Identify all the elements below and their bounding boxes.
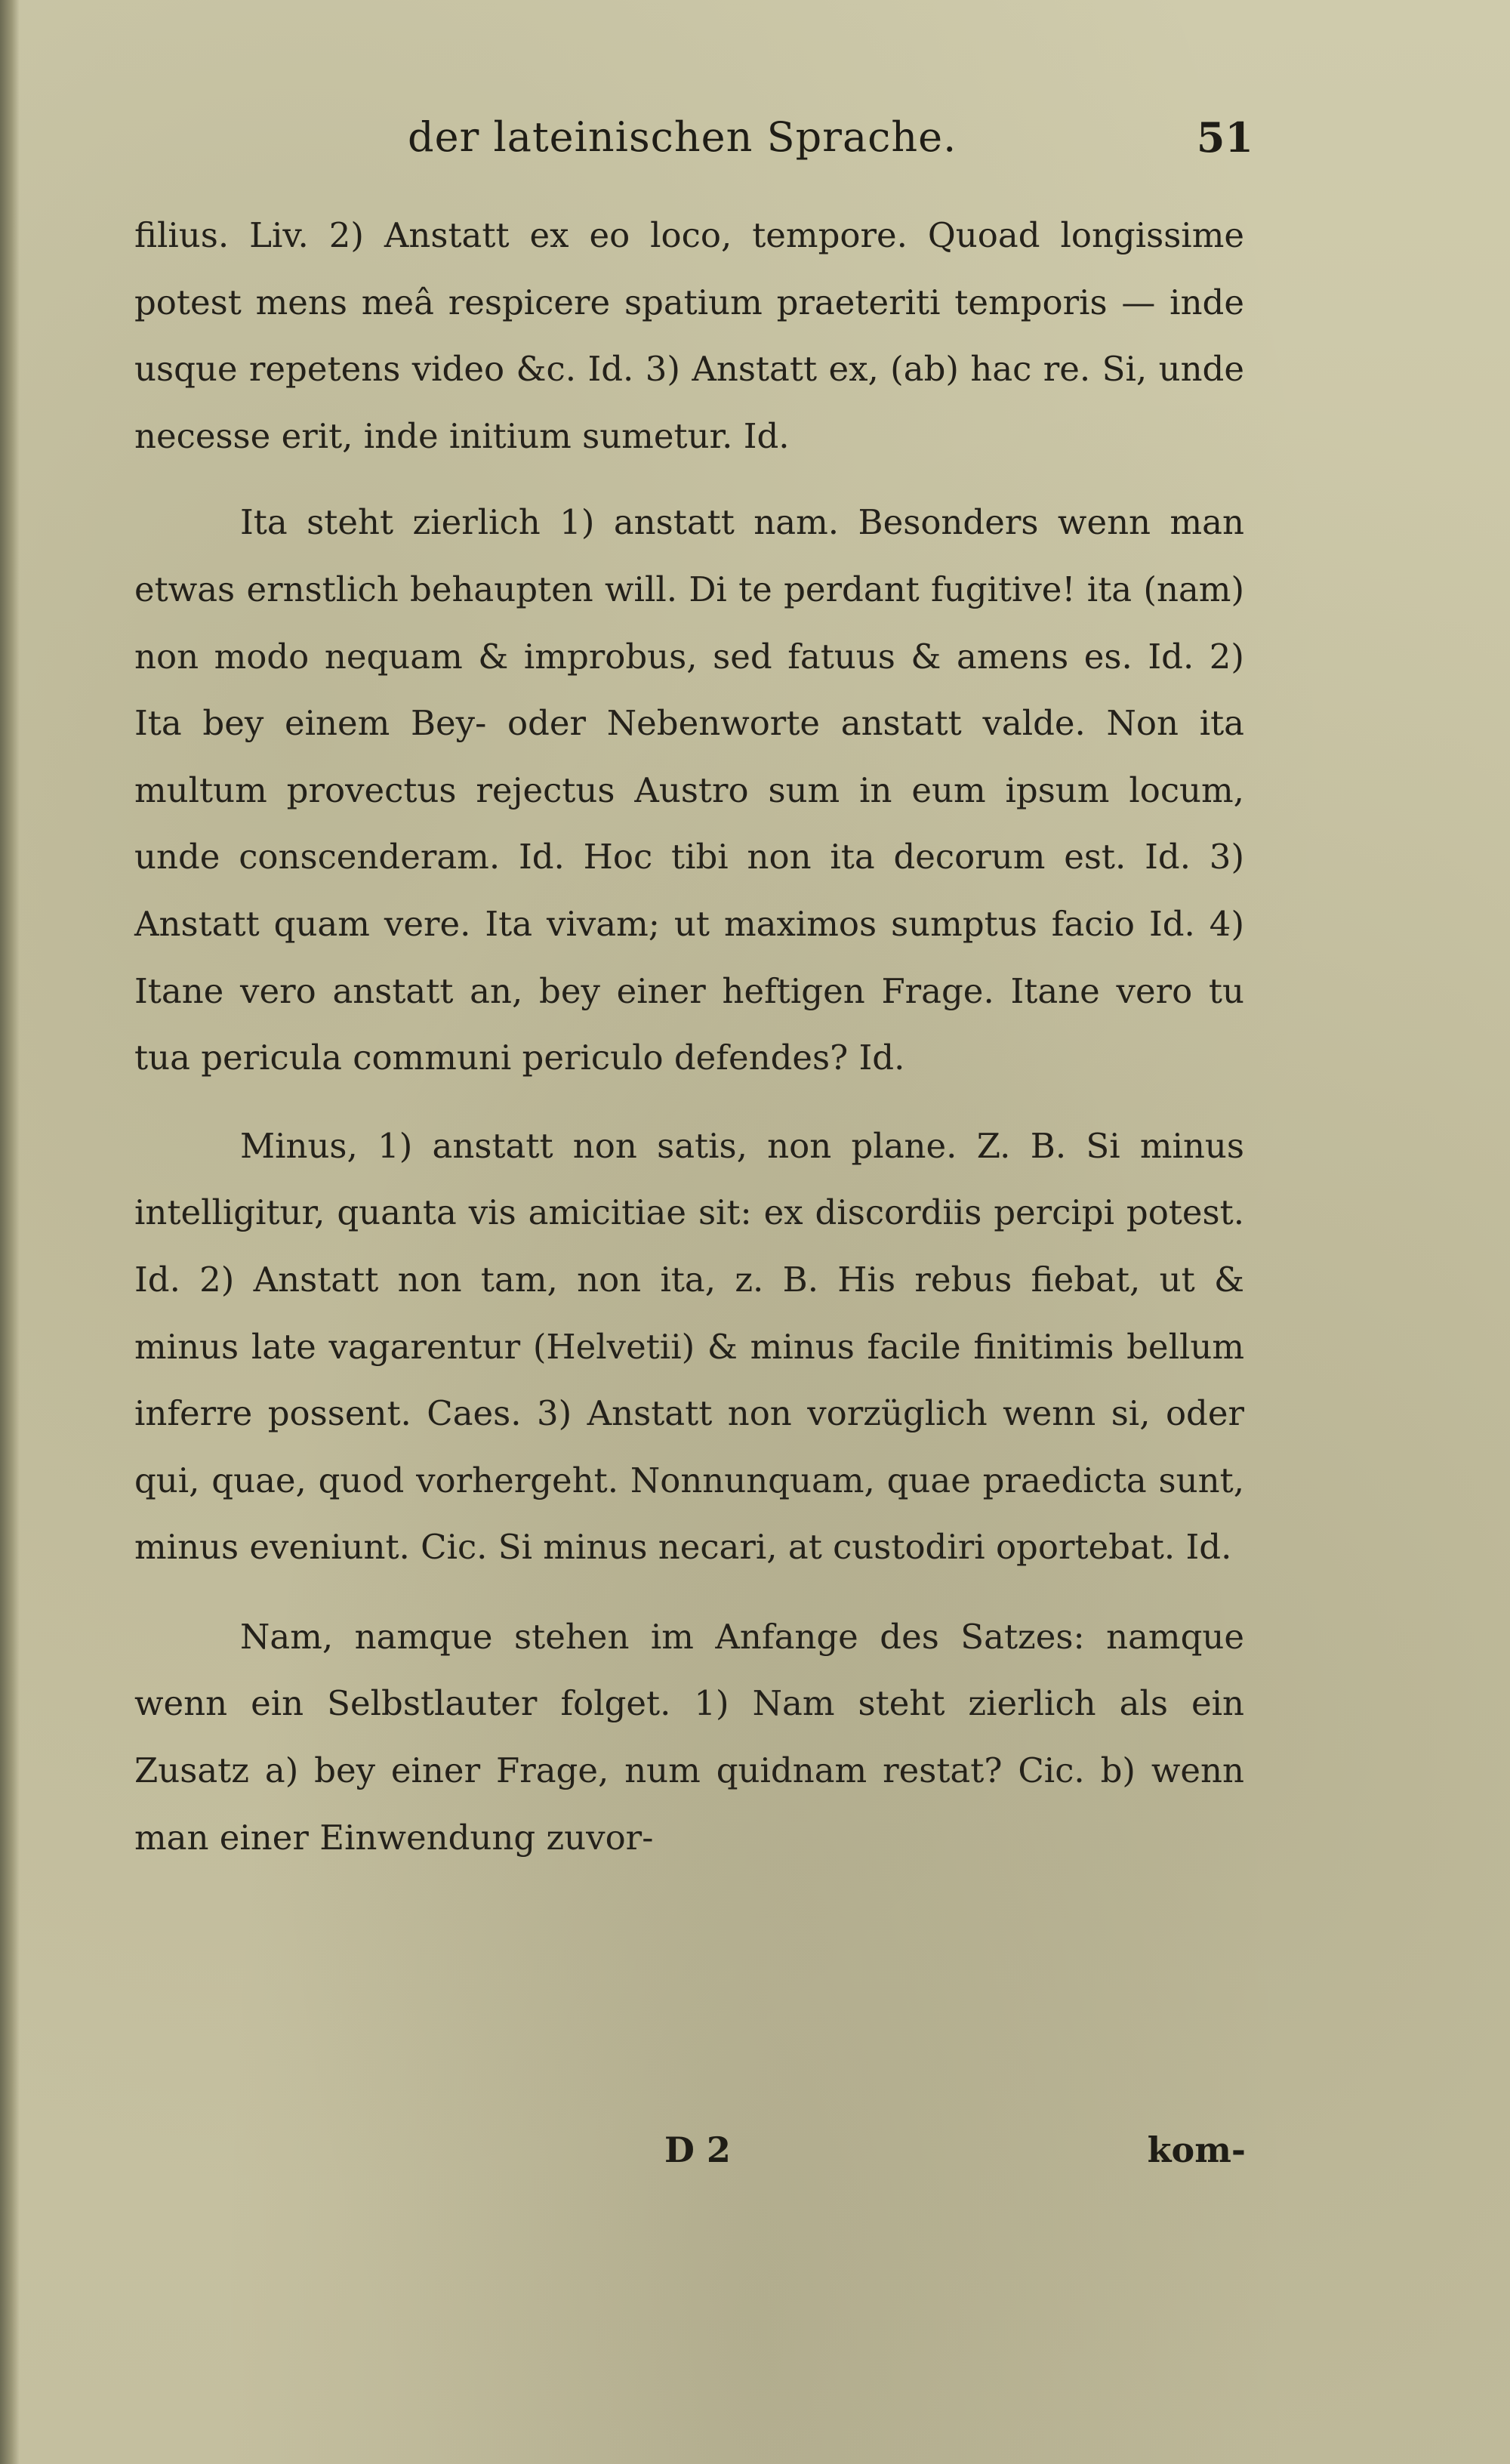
paragraph-nam: Nam, namque stehen im Anfange des Satzes: namque wenn ein Selbstlauter folget. 1) Nam steht zierlich als ein Zusatz a) bey einer Frage, num quidnam restat? Cic. b) wenn man einer Einwendung zuvor- xyxy=(134,1616,1244,1858)
body-text xyxy=(134,202,1244,1871)
page-header xyxy=(408,113,1253,174)
running-head: der lateinischen Sprache. xyxy=(408,113,957,161)
catchword: kom- xyxy=(1147,2129,1246,2170)
paragraph-continuation: filius. Liv. 2) Anstatt ex eo loco, tempore. Quoad longissime potest mens meâ respicere spatium praeteriti temporis — inde usque repetens video &c. Id. 3) Anstatt ex, (ab) hac re. Si, unde necesse erit, inde initium sumetur. Id. xyxy=(134,215,1244,456)
signature-mark: D 2 xyxy=(664,2129,731,2170)
paragraph-minus: Minus, 1) anstatt non satis, non plane. Z. B. Si minus intelligitur, quanta vis amicitiae sit: ex discordiis percipi potest. Id. 2) Anstatt non tam, non ita, z. B. His rebus fiebat, ut & minus late vagarentur (Helvetii) & minus facile finitimis bellum inferre possent. Caes. 3) Anstatt non vorzüglich wenn si, oder qui, quae, quod vorhergeht. Nonnunquam, quae praedicta sunt, minus eveniunt. Cic. Si minus necari, at custodiri oportebat. Id. xyxy=(134,1125,1244,1568)
page-number: 51 xyxy=(1196,113,1253,162)
page-edge-shadow xyxy=(0,0,20,2464)
paragraph-ita: Ita steht zierlich 1) anstatt nam. Besonders wenn man etwas ernstlich behaupten will. Di te perdant fugitive! ita (nam) non modo nequam & improbus, sed fatuus & amens es. Id. 2) Ita bey einem Bey- oder Nebenworte anstatt valde. Non ita multum provectus rejectus Austro sum in eum ipsum locum, unde conscenderam. Id. Hoc tibi non ita decorum est. Id. 3) Anstatt quam vere. Ita vivam; ut maximos sumptus facio Id. 4) Itane vero anstatt an, bey einer heftigen Frage. Itane vero tu tua pericula communi periculo defendes? Id. xyxy=(134,502,1244,1078)
